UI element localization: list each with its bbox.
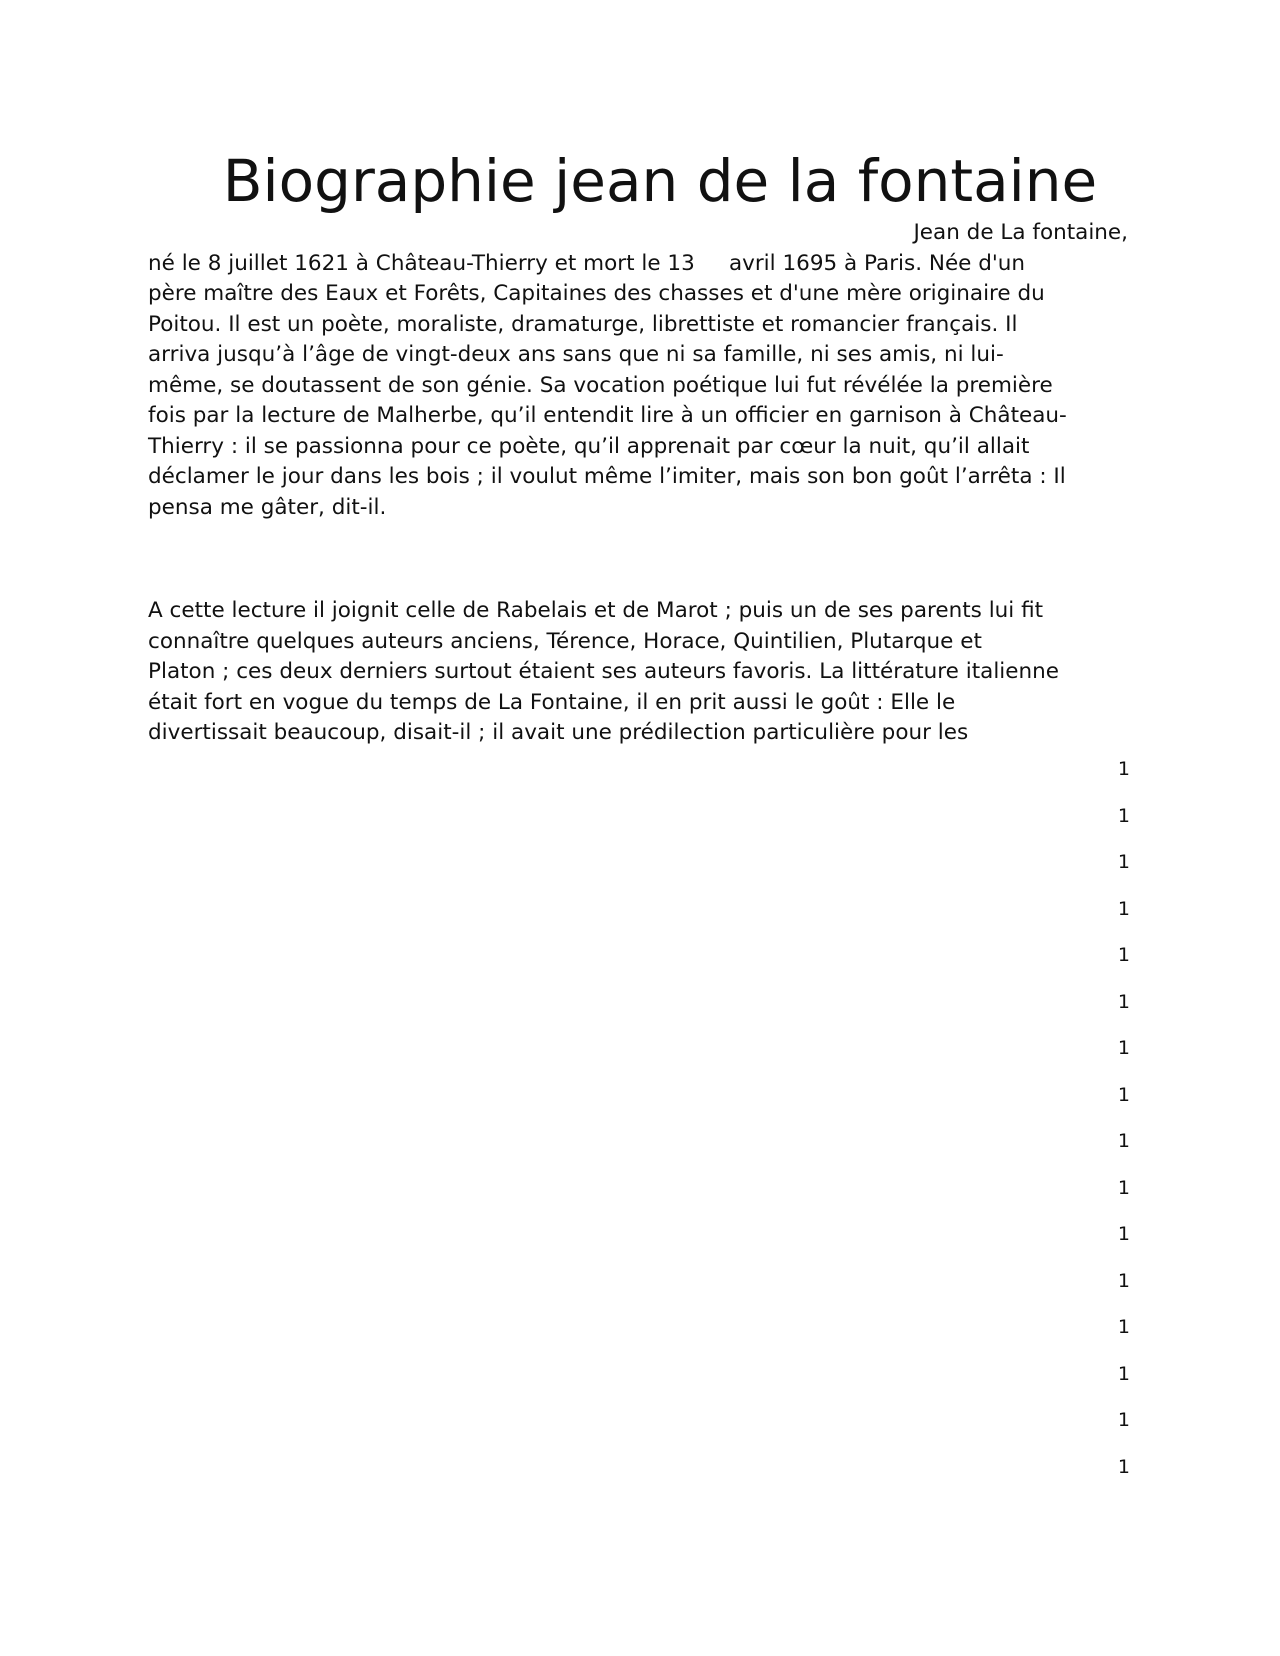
page-number: 1 <box>1117 1223 1130 1245</box>
document-title: Biographie jean de la fontaine <box>222 147 1098 215</box>
page-number: 1 <box>1117 1362 1130 1385</box>
paragraph-line: pensa me gâter, dit-il. <box>148 494 387 520</box>
paragraph-line: déclamer le jour dans les bois ; il voulut même l’imiter, mais son bon goût l’arrêta : Il <box>148 464 1066 489</box>
page-number: 1 <box>1117 1083 1130 1106</box>
paragraph-line: A cette lecture il joignit celle de Rabelais et de Marot ; puis un de ses parents lui fit <box>148 598 1044 623</box>
paragraph-line: Thierry : il se passionna pour ce poète, qu’il apprenait par cœur la nuit, qu’il allait <box>148 433 1030 459</box>
page-number-column <box>1100 758 1130 1502</box>
page-number: 1 <box>1117 851 1130 873</box>
paragraph-line: connaître quelques auteurs anciens, Térence, Horace, Quintilien, Plutarque et <box>148 628 982 654</box>
page-number: 1 <box>1117 1409 1130 1431</box>
paragraph-line: était fort en vogue du temps de La Fontaine, il en prit aussi le goût : Elle le <box>148 689 956 715</box>
page-number: 1 <box>1117 1316 1130 1338</box>
paragraph-line: Jean de La fontaine, <box>913 220 1128 245</box>
page-number: 1 <box>1117 1130 1130 1152</box>
paragraph-line: Platon ; ces deux derniers surtout étaient ses auteurs favoris. La littérature italienne <box>148 659 1059 684</box>
paragraph-line: fois par la lecture de Malherbe, qu’il entendit lire à un officier en garnison à Château- <box>148 403 1067 428</box>
paragraph-line: père maître des Eaux et Forêts, Capitaines des chasses et d'une mère originaire du <box>148 281 1045 306</box>
page-number: 1 <box>1117 1176 1130 1199</box>
page-number: 1 <box>1117 944 1130 966</box>
paragraph-line: né le 8 juillet 1621 à Château-Thierry et mort le 13 avril 1695 à Paris. Née d'un <box>148 250 1026 276</box>
paragraph-line: même, se doutassent de son génie. Sa vocation poétique lui fut révélée la première <box>148 372 1053 398</box>
paragraph-readings <box>148 596 1128 749</box>
paragraph-biography-intro <box>148 218 1128 523</box>
page-number: 1 <box>1117 897 1130 920</box>
paragraph-line: Poitou. Il est un poète, moraliste, dramaturge, librettiste et romancier français. Il <box>148 311 1018 337</box>
page-number: 1 <box>1117 1269 1130 1292</box>
page-number: 1 <box>1117 1037 1130 1059</box>
page-number: 1 <box>1117 990 1130 1013</box>
paragraph-line: arriva jusqu’à l’âge de vingt-deux ans sans que ni sa famille, ni ses amis, ni lui- <box>148 342 1004 367</box>
paragraph-line: divertissait beaucoup, disait-il ; il avait une prédilection particulière pour les <box>148 720 969 745</box>
page-number: 1 <box>1117 1455 1130 1478</box>
page-number: 1 <box>1117 804 1130 827</box>
page-number: 1 <box>1117 758 1130 780</box>
